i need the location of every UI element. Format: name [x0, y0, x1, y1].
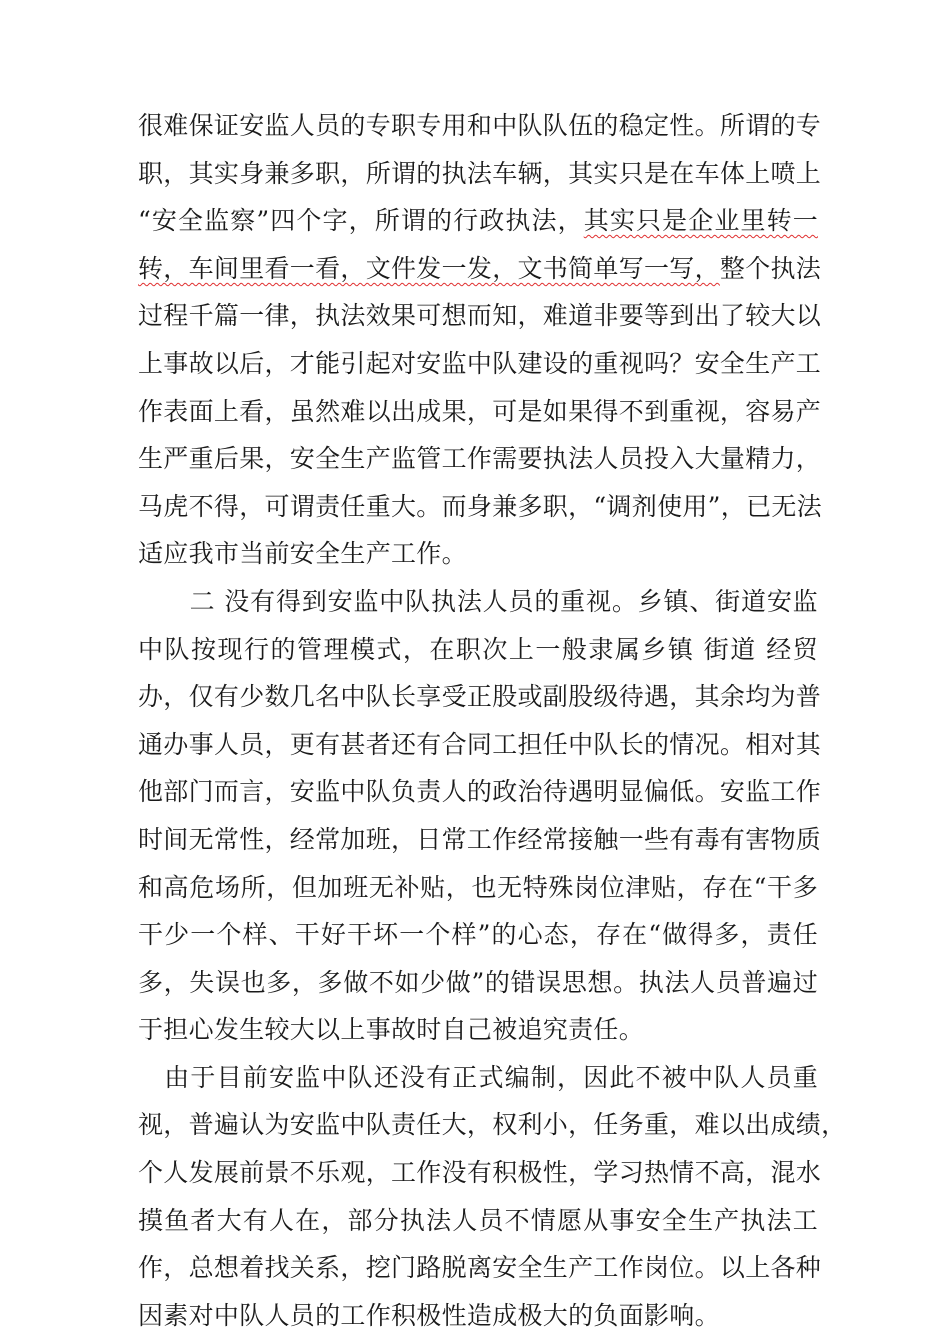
text-segment: 和高危场所，但加班无补贴，也无特殊岗位津贴，存在“干多: [138, 872, 818, 902]
text-line: [138, 816, 822, 864]
text-segment: 通办事人员，更有甚者还有合同工担任中队长的情况。相对其: [138, 729, 822, 759]
text-line: [138, 1006, 818, 1054]
spellcheck-marked-text: 转，车间里看一看，文件发一发，文书简单写一写，: [138, 253, 720, 283]
body-text: [138, 102, 847, 1339]
text-line: [138, 292, 822, 340]
text-segment: 因素对中队人员的工作积极性造成极大的负面影响。: [138, 1300, 720, 1330]
text-segment: 中队按现行的管理模式，在职次上一般隶属乡镇 街道 经贸: [138, 634, 818, 664]
text-segment: 办，仅有少数几名中队长享受正股或副股级待遇，其余均为普: [138, 682, 822, 712]
text-segment: 适应我市当前安全生产工作。: [138, 539, 467, 569]
text-line: [138, 1292, 818, 1340]
text-line: [138, 340, 822, 388]
text-line: [138, 911, 818, 959]
text-line: [138, 578, 818, 626]
text-line: [138, 435, 822, 483]
text-segment: 视，普遍认为安监中队责任大，权利小，任务重，难以出成绩，: [138, 1110, 847, 1140]
text-segment: 于担心发生较大以上事故时自己被追究责任。: [138, 1015, 645, 1045]
text-line: [138, 673, 822, 721]
text-segment: 作，总想着找关系，挖门路脱离安全生产工作岗位。以上各种: [138, 1253, 822, 1283]
text-line: [138, 1101, 847, 1149]
text-segment: “安全监察”四个字，所谓的行政执法，: [138, 206, 584, 236]
text-segment: 过程千篇一律，执法效果可想而知，难道非要等到出了较大以: [138, 301, 822, 331]
text-segment: 个人发展前景不乐观，工作没有积极性，学习热情不高，混水: [138, 1158, 822, 1188]
text-line: [138, 1149, 822, 1197]
text-segment: 摸鱼者大有人在，部分执法人员不情愿从事安全生产执法工: [138, 1205, 818, 1235]
text-segment: 整个执法: [719, 253, 822, 283]
text-segment: 多，失误也多，多做不如少做”的错误思想。执法人员普遍过: [138, 967, 818, 997]
text-line: [138, 245, 822, 293]
text-segment: 干少一个样、干好干坏一个样”的心态，存在“做得多，责任: [138, 920, 818, 950]
text-line: [138, 626, 818, 674]
text-line: [138, 483, 822, 531]
text-segment: 马虎不得，可谓责任重大。而身兼多职，“调剂使用”，已无法: [138, 491, 822, 521]
text-line: [138, 102, 822, 150]
text-line: [138, 197, 818, 245]
text-line: [138, 1197, 818, 1245]
text-line: [138, 530, 818, 578]
text-segment: 很难保证安监人员的专职专用和中队队伍的稳定性。所谓的专: [138, 111, 822, 140]
text-segment: 生严重后果，安全生产监管工作需要执法人员投入大量精力，: [138, 444, 822, 474]
text-line: [138, 768, 822, 816]
text-line: [138, 864, 818, 912]
text-segment: 由于目前安监中队还没有正式编制，因此不被中队人员重: [138, 1062, 818, 1092]
text-segment: 作表面上看，虽然难以出成果，可是如果得不到重视，容易产: [138, 396, 822, 426]
text-segment: 职，其实身兼多职，所谓的执法车辆，其实只是在车体上喷上: [138, 158, 822, 188]
text-line: [138, 388, 822, 436]
text-segment: 上事故以后，才能引起对安监中队建设的重视吗？安全生产工: [138, 348, 822, 378]
text-line: [138, 1054, 818, 1102]
text-segment: 二 没有得到安监中队执法人员的重视。乡镇、街道安监: [138, 586, 818, 616]
text-line: [138, 1244, 822, 1292]
text-line: [138, 150, 822, 198]
text-line: [138, 959, 818, 1007]
spellcheck-marked-text: 其实只是企业里转一: [583, 206, 818, 236]
text-segment: 时间无常性，经常加班，日常工作经常接触一些有毒有害物质: [138, 824, 822, 854]
text-line: [138, 721, 822, 769]
text-segment: 他部门而言，安监中队负责人的政治待遇明显偏低。安监工作: [138, 777, 822, 807]
